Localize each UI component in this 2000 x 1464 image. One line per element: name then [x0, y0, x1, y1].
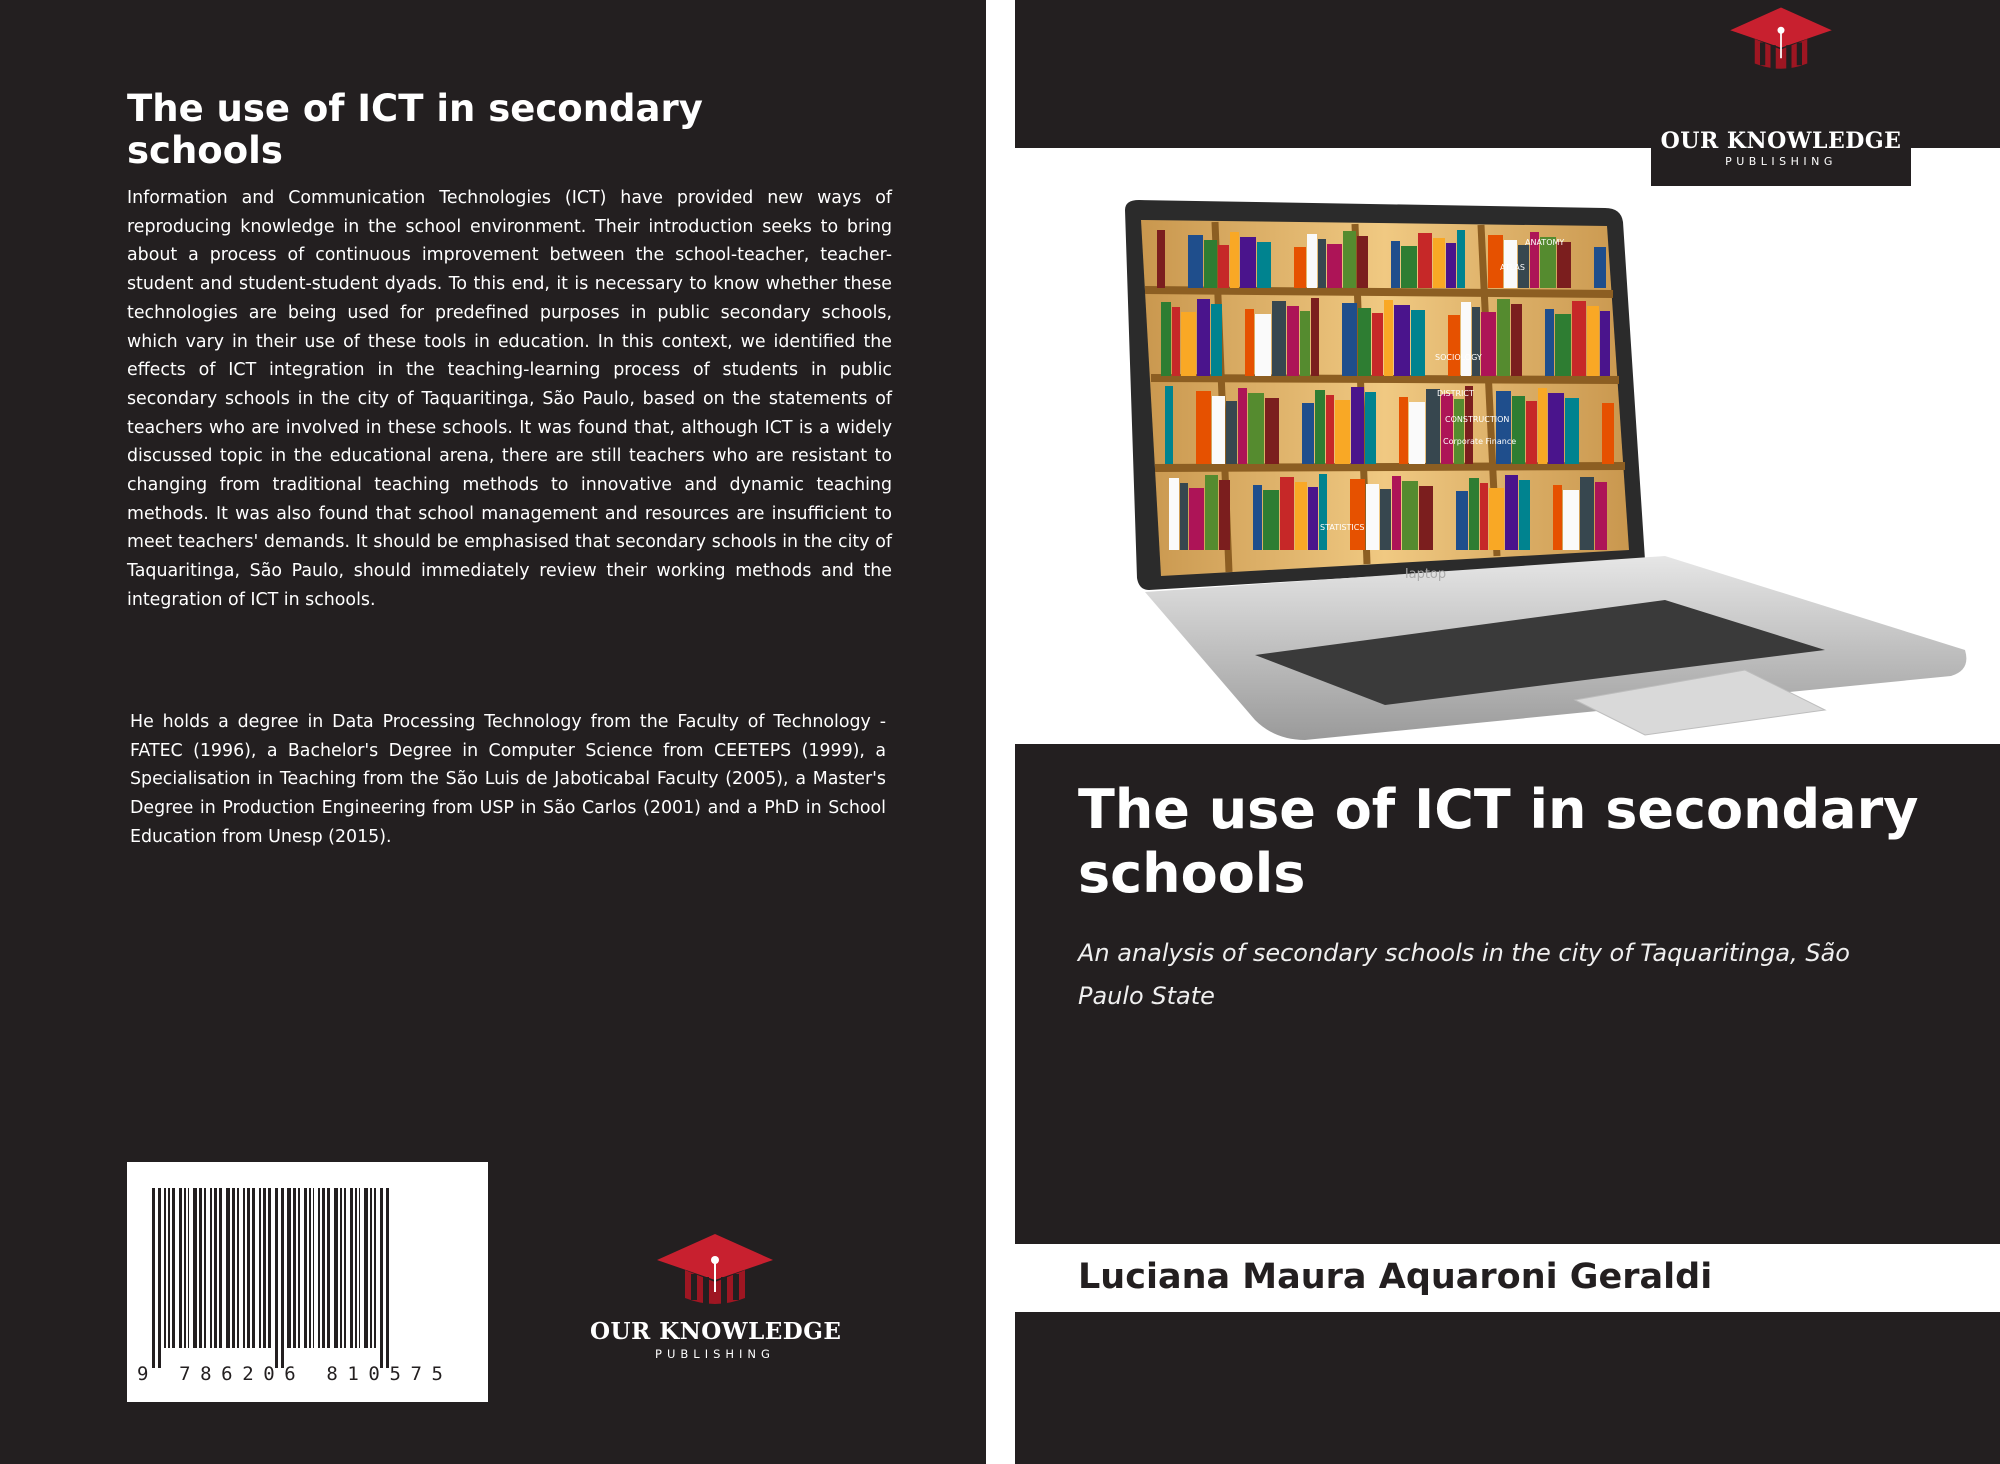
barcode-bar: [322, 1188, 325, 1348]
book-spine: [1365, 392, 1376, 464]
book-spine-label: SOCIOLOGY: [1435, 353, 1482, 362]
book-spine: [1319, 474, 1327, 550]
barcode-bar: [318, 1188, 320, 1348]
book-spine: [1497, 299, 1510, 376]
book-spine: [1480, 483, 1488, 550]
barcode-bar: [232, 1188, 235, 1348]
barcode-bar: [219, 1188, 222, 1348]
barcode-bar: [370, 1188, 372, 1348]
barcode-bar: [164, 1188, 166, 1348]
barcode-bar: [179, 1188, 182, 1348]
barcode-bar: [350, 1188, 353, 1348]
book-spine: [1391, 241, 1400, 288]
barcode-bar: [172, 1188, 175, 1348]
book-spine: [1157, 230, 1165, 288]
book-spine: [1366, 484, 1379, 550]
front-cover: [1015, 0, 2000, 1464]
book-spine: [1161, 302, 1171, 376]
book-spine: [1315, 390, 1325, 464]
book-spine: [1219, 480, 1230, 550]
book-spine: [1263, 490, 1279, 550]
barcode-bar: [193, 1188, 197, 1348]
book-spine: [1472, 307, 1480, 376]
barcode-bar: [199, 1188, 202, 1348]
isbn-number: 9 786206 810575: [137, 1363, 453, 1385]
cover-image: [1015, 148, 2000, 734]
book-spine: [1257, 242, 1271, 288]
isbn-barcode: [127, 1162, 488, 1402]
book-spine: [1327, 244, 1342, 288]
front-cover-subtitle: An analysis of secondary schools in the city of Taquaritinga, São Paulo State: [1078, 939, 1850, 1010]
book-spine: [1526, 401, 1537, 464]
book-spine: [1555, 314, 1571, 376]
publisher-sub: PUBLISHING: [655, 1347, 775, 1361]
book-spine: [1602, 403, 1614, 464]
laptop-brand: laptop: [1405, 567, 1447, 582]
book-spine: [1418, 233, 1432, 288]
book-spine: [1481, 312, 1496, 376]
barcode-bar: [168, 1188, 170, 1348]
barcode-bar: [344, 1188, 346, 1348]
book-spine: [1245, 309, 1254, 376]
barcode-bar: [304, 1188, 307, 1348]
barcode-bar: [158, 1188, 161, 1368]
book-spine: [1512, 396, 1525, 464]
barcode-bar: [313, 1188, 314, 1348]
barcode-bar: [334, 1188, 338, 1348]
book-spine: [1401, 246, 1417, 288]
barcode-bar: [359, 1188, 360, 1348]
book-spine: [1600, 311, 1610, 376]
book-spine: [1253, 485, 1262, 550]
book-spine: [1318, 239, 1326, 288]
book-spine: [1295, 482, 1307, 550]
book-spine: [1380, 489, 1391, 550]
barcode-bar: [298, 1188, 300, 1348]
book-spine: [1505, 475, 1518, 550]
book-spine: [1358, 308, 1371, 376]
book-spine: [1180, 483, 1188, 550]
barcode-bar: [287, 1188, 291, 1348]
book-spine: [1311, 298, 1319, 376]
graduation-cap-icon: [1726, 4, 1836, 74]
book-spine: [1357, 236, 1368, 288]
book-spine: [1595, 482, 1607, 550]
barcode-bar: [309, 1188, 311, 1348]
book-spine: [1563, 490, 1579, 550]
book-spine: [1287, 306, 1299, 376]
book-spine: [1587, 306, 1599, 376]
book-spine: [1294, 247, 1306, 288]
book-spine: [1392, 476, 1401, 550]
front-bottom-band: [1015, 1312, 2000, 1464]
barcode-bar: [293, 1188, 296, 1348]
book-spine-label: Corporate Finance: [1443, 437, 1517, 446]
book-spine-label: ANATOMY: [1525, 238, 1565, 247]
author-name: Luciana Maura Aquaroni Geraldi: [1078, 1257, 1713, 1297]
barcode-bar: [327, 1188, 330, 1348]
book-spine: [1394, 305, 1410, 376]
publisher-logo-front: [1651, 52, 1911, 168]
book-spine: [1211, 304, 1222, 376]
barcode-bar: [268, 1188, 271, 1348]
publisher-sub: PUBLISHING: [1725, 155, 1837, 168]
book-spine: [1265, 398, 1279, 464]
barcode-bar: [226, 1188, 230, 1348]
book-spine: [1538, 388, 1547, 464]
book-spine: [1307, 234, 1317, 288]
book-spine-label: CONSTRUCTION: [1445, 415, 1510, 424]
book-spine: [1488, 235, 1503, 288]
book-spine: [1196, 391, 1211, 464]
book-spine: [1557, 242, 1571, 288]
book-spine: [1181, 312, 1196, 376]
book-spine: [1469, 478, 1479, 550]
book-spine: [1326, 395, 1334, 464]
book-spine: [1545, 309, 1554, 376]
barcode-bar: [152, 1188, 155, 1368]
barcode-bar: [243, 1188, 245, 1348]
front-title-band: [1015, 744, 2000, 1244]
book-spine: [1172, 307, 1180, 376]
book-spine: [1384, 300, 1393, 376]
book-spine: [1496, 391, 1511, 464]
book-spine: [1409, 402, 1425, 464]
book-spine: [1240, 237, 1256, 288]
barcode-bar: [340, 1188, 342, 1348]
book-spine: [1302, 403, 1314, 464]
barcode-bar: [275, 1188, 278, 1368]
book-spine: [1300, 311, 1310, 376]
barcode-bars: [148, 1188, 468, 1368]
book-spine: [1457, 230, 1465, 288]
book-spine: [1411, 310, 1425, 376]
book-spine: [1218, 245, 1229, 288]
book-spine: [1565, 398, 1579, 464]
book-spine: [1350, 479, 1365, 550]
book-spine: [1255, 314, 1271, 376]
book-spine: [1511, 304, 1522, 376]
book-spine: [1461, 302, 1471, 376]
barcode-bar: [247, 1188, 250, 1348]
book-spine: [1399, 397, 1408, 464]
book-spine: [1572, 301, 1586, 376]
book-spine: [1441, 394, 1453, 464]
barcode-bar: [252, 1188, 255, 1348]
book-spine: [1189, 488, 1204, 550]
laptop-bookshelf-image: [1105, 200, 1975, 740]
barcode-bar: [355, 1188, 357, 1348]
book-spine-label: STATISTICS: [1320, 523, 1365, 532]
barcode-bar: [263, 1188, 266, 1348]
book-spine: [1580, 477, 1594, 550]
book-spine: [1553, 485, 1562, 550]
book-spine: [1205, 475, 1218, 550]
barcode-bar: [237, 1188, 239, 1348]
book-spine: [1308, 487, 1318, 550]
book-spine: [1165, 386, 1173, 464]
book-spine: [1197, 299, 1210, 376]
book-spine: [1342, 303, 1357, 376]
book-spine: [1204, 240, 1217, 288]
book-spine: [1343, 231, 1356, 288]
book-spine: [1230, 232, 1239, 288]
back-cover-blurb: Information and Communication Technologies (ICT) have provided new ways of reproducing knowledge in the school environment. Their introduction seeks to bring about a process of continuous improvement between the school-teacher, teacher-student and student-student dyads. To this end, it is necessary to know whether these technologies are being used for predefined purposes in public secondary schools, which vary in their use of these tools in education. In this context, we identified the effects of ICT integration in the teaching-learning process of students in public secondary schools in the city of Taquaritinga, São Paulo, based on the statements of teachers who are involved in these schools. It was found that, although ICT is a widely discussed topic in the educational arena, there are still teachers who are resistant to changing from traditional teaching methods to innovative and dynamic teaching methods. It was also found that school management and resources are insufficient to meet teachers' demands. It should be emphasised that secondary schools in the city of Taquaritinga, São Paulo, should immediately review their working methods and the integration of ICT in schools.: [127, 188, 892, 610]
book-spine: [1594, 247, 1606, 288]
barcode-bar: [210, 1188, 212, 1348]
book-spine: [1212, 396, 1225, 464]
publisher-logo-front-box: [1651, 0, 1911, 186]
book-spine: [1238, 388, 1247, 464]
book-spine: [1433, 238, 1445, 288]
graduation-cap-icon: [655, 1230, 775, 1310]
book-spine: [1402, 481, 1418, 550]
book-spine: [1548, 393, 1564, 464]
book-spine: [1489, 488, 1504, 550]
book-spine: [1188, 235, 1203, 288]
book-spine-label: DISTRICT: [1437, 389, 1474, 398]
book-spine: [1456, 491, 1468, 550]
book-spine: [1448, 315, 1460, 376]
barcode-bar: [214, 1188, 217, 1348]
barcode-bar: [380, 1188, 383, 1368]
book-spine: [1454, 399, 1464, 464]
book-spine: [1426, 389, 1440, 464]
author-bio: He holds a degree in Data Processing Technology from the Faculty of Technology - FATEC (1996), a Bachelor's Degree in Computer Science from CEETEPS (1999), a Specialisation in Teaching from the São Luis de Jaboticabal Faculty (2005), a Master's Degree in Production Engineering from USP in São Carlos (2001) and a PhD in School Education from Unesp (2015).: [130, 712, 886, 847]
book-spine: [1280, 477, 1294, 550]
back-cover: [0, 0, 986, 1464]
back-cover-title: The use of ICT in secondary schools: [127, 87, 703, 172]
barcode-bar: [281, 1188, 284, 1368]
front-cover-title: The use of ICT in secondary schools: [1078, 778, 1919, 905]
barcode-bar: [204, 1188, 206, 1348]
book-spine: [1335, 400, 1350, 464]
book-spine: [1446, 243, 1456, 288]
book-spine: [1519, 480, 1530, 550]
book-spine-label: ATLAS: [1500, 263, 1525, 272]
barcode-bar: [188, 1188, 189, 1348]
barcode-bar: [184, 1188, 186, 1348]
book-spine: [1226, 401, 1237, 464]
barcode-bar: [374, 1188, 376, 1348]
book-spine: [1419, 486, 1433, 550]
book-spine: [1169, 478, 1179, 550]
publisher-name: OUR KNOWLEDGE: [1660, 128, 1902, 154]
book-spine: [1351, 387, 1364, 464]
book-spine: [1248, 393, 1264, 464]
barcode-bar: [364, 1188, 368, 1348]
book-spine: [1272, 301, 1286, 376]
book-spine: [1372, 313, 1383, 376]
barcode-bar: [386, 1188, 389, 1368]
publisher-name: OUR KNOWLEDGE: [590, 1318, 842, 1345]
barcode-bar: [259, 1188, 261, 1348]
publisher-logo-back: [590, 1230, 840, 1361]
